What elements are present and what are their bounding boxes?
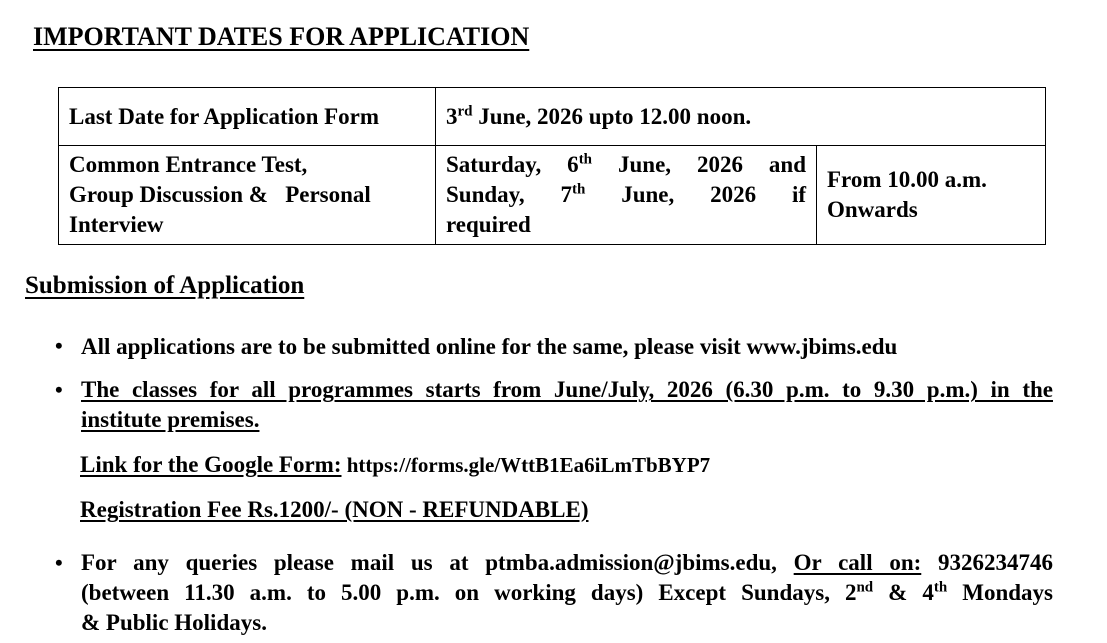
page-title: IMPORTANT DATES FOR APPLICATION: [33, 22, 530, 51]
google-form-label: Link for the Google Form:: [80, 452, 342, 477]
call-label: Or call on:: [793, 550, 922, 575]
table-cell-time: From 10.00 a.m. Onwards: [817, 146, 1046, 245]
google-form-line: [80, 452, 710, 478]
table-row: [59, 146, 1046, 245]
table-cell-label: Last Date for Application Form: [59, 88, 436, 146]
table-row: [59, 88, 1046, 146]
bullet-icon: •: [55, 550, 63, 575]
table-cell-date: Saturday, 6th June, 2026 and Sunday, 7th June, 2026 if required: [436, 146, 817, 245]
list-item-queries: For any queries please mail us at ptmba.admission@jbims.edu, Or call on: 9326234746 (between 11.30 a.m. to 5.00 p.m. on working days) Except Sundays, 2nd & 4th Mondays & Public Holidays.: [81, 550, 1053, 635]
registration-fee: Registration Fee Rs.1200/- (NON - REFUNDABLE): [80, 497, 589, 522]
table-cell-date: 3rd June, 2026 upto 12.00 noon.: [436, 88, 1046, 146]
phone-number[interactable]: 9326234746: [921, 550, 1053, 575]
list-item-classes: The classes for all programmes starts from June/July, 2026 (6.30 p.m. to 9.30 p.m.) in the institute premises.: [81, 377, 1053, 432]
bullet-icon: •: [55, 333, 63, 358]
bullet-icon: •: [55, 377, 63, 402]
table-cell-label: Common Entrance Test, Group Discussion & Personal Interview: [59, 146, 436, 245]
list-item-online-submission: All applications are to be submitted online for the same, please visit www.jbims.edu: [81, 334, 898, 359]
section-heading: Submission of Application: [25, 272, 305, 299]
google-form-link[interactable]: https://forms.gle/WttB1Ea6iLmTbBYP7: [341, 453, 711, 477]
important-dates-table: [58, 87, 1046, 245]
